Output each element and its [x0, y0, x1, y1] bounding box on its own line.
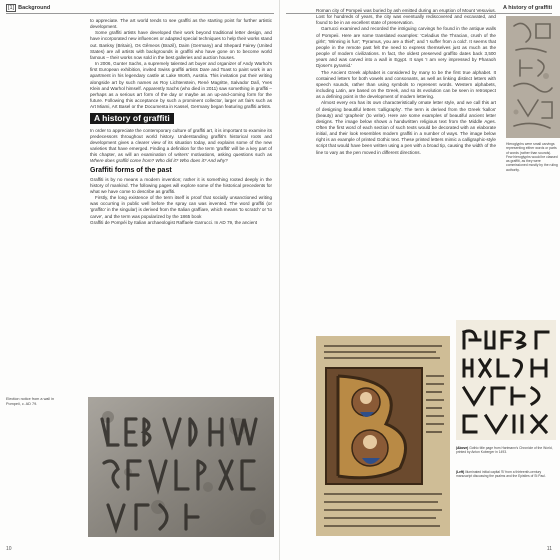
left-main-column — [90, 18, 272, 226]
paragraph: Garrucci examined and recorded the intriguing carvings he found in the antique walls of Pompeii. Here are some translated examples: 'Celadius the Thracian, crush of the girls'; 'Winning is fun'; 'Pyramus, you are a thief'; and 'I suffer from a cold'. It seems that people in the remote past felt the need to express themselves just as much as the people of modern civilizations. In fact, the oldest preserved graffito dates back 3,500 years and was carved into a wall in Egypt. It says 'I am very impressed by Pharaoh Djoser's pyramid.' — [316, 26, 496, 69]
hieroglyph-caption: Hieroglyphs were small carvings representing either words or parts of words (rather than sounds). Few hieroglyphs would be classed as graffiti, as they were commissioned mostly by the ruling authority. — [506, 142, 558, 172]
photo-caption: Election notice from a wall in Pompeii, c. AD 79. — [6, 397, 55, 406]
paragraph: Roman city of Pompeii was buried by ash emitted during an eruption of Mount Vesuvius. Lost for hundreds of years, the city was eventually rediscovered and excavated, and found to be in an excellent state of preservation. — [316, 8, 496, 26]
sub-heading: Graffiti forms of the past — [90, 167, 172, 175]
section-heading: A history of graffiti — [90, 113, 174, 123]
hieroglyph-relief-photo — [506, 16, 560, 138]
right-page — [280, 0, 560, 560]
paragraph: Graffiti de Pompéi by Italian archaeologist Raffaele Garrucci. In AD 79, the ancient — [90, 219, 258, 225]
chapter-title: Background — [18, 5, 51, 11]
gothic-print-photo — [456, 320, 556, 440]
paragraph: In 2006, Gunter Sachs, a supremely talented art buyer and organizer of Andy Warhol's first European exhibition, invited Swiss graffiti artists Dare and Toast to paint work in an apartment in his legendary castle at Lake Worth, Austria. This invitation put their writing alongside art by such names as Roy Lichtenstein, René Magritte, Salvador Dalí, Yves Klein and Warhol himself. Apparently Sachs (who died in 2011) saw something in graffiti – perhaps as a serious art form of the day or maybe as an up-and-coming form for the future. Following this acceptance by such a prominent collector, larger art fairs such as Art Miami, Art Basel or the Documenta in Kassel, Germany began featuring graffiti artists. — [90, 61, 272, 110]
initial-caption: (Left) Illuminated initial capital 'B' from a thirteenth-century manuscript discussing the psalms and the Epistles of St Paul. — [456, 470, 546, 479]
initial-caption-label: (Left) — [456, 470, 465, 474]
paragraph: to appreciate. The art world tends to see graffiti as the starting point for further artistic development. — [90, 18, 272, 30]
paragraph: The Ancient Greek alphabet is considered by many to be the first true alphabet. It contained letters for both vowels and consonants, as well as linking distinct letters with speech sounds, rather than using symbols to represent words. Western alphabets, including Latin, are based on the Greek, and so its evolution can be seen in retrospect as a defining point in the development of modern lettering. — [316, 69, 496, 100]
chapter-number: [1] — [8, 5, 15, 11]
paragraph: In order to appreciate the contemporary culture of graffiti art, it is important to examine its predecessors throughout world history. Understanding graffiti's historical roots and development gives a clearer view of its situation today, and explains some of the new varieties that have emerged. Finding a definition for the term 'graffiti' will be a key part of this chapter, as will an examination of writers' motivations, asking questions such as Where does graffiti come from? Who did it? Who does it? And why? — [90, 127, 272, 164]
illuminated-initial-photo — [316, 336, 450, 536]
gothic-caption-label: (Above) — [456, 446, 469, 450]
pompeii-inscription-photo — [88, 397, 274, 537]
header-rule — [6, 13, 274, 14]
paragraph: Some graffiti artists have developed their work beyond traditional letter design, and have incorporated new influences or adapted special techniques to help their works stand out. Banksy (Britain), Os Gêmeos (Brazil), Daim (Germany) and Shepard Fairey (United States) are all artists with backgrounds in graffiti who have gone on to become world famous – their works now sold in the best galleries and auction houses. — [90, 30, 272, 60]
paragraph: Firstly, the long existence of the term itself is proof that socially unsanctioned writing was occurring in public well before the spray can was invented. The word graffiti (or 'graffito' in the singular) is derived from the Italian graffiare, which means 'to scratch' or 'to carve', and the term was popularized by the 1865 book — [90, 195, 272, 219]
right-main-column — [316, 8, 496, 156]
paragraph: Graffiti is by no means a modern invention; rather it is something rooted deeply in the history of mankind. The following pages will explore some of the historical precedents for what we have come to describe as graffiti. — [90, 176, 272, 194]
running-head-left — [6, 5, 50, 11]
page-number-left: 10 — [6, 546, 12, 552]
running-head-right: A history of graffiti — [503, 5, 552, 11]
page-number-right: 11 — [546, 546, 552, 552]
gothic-caption: (Above) Gothic title page from Hartmann's Chronicle of the World, printed by Anton Koberger in 1493. — [456, 446, 553, 455]
paragraph: Almost every era has its own characteristically ornate letter style, and we call this art of designing beautiful letters 'calligraphy'. The term is derived from the Greek 'kallos' (beauty) and 'graphein' (to write). Here are some examples of beautiful ancient letter designs. The image below shows a handwritten religious text from the Middle Ages. Often the first word of each section of such texts would be decorated with an elaborate initial, and their look resembles modern graffiti in a number of ways. The image below right is an example of printed Gothic text. These printed letters mimic a calligraphic-style script that would have been written using a pen with a broad tip, causing the width of the line to vary as the pen moved in different directions. — [316, 100, 496, 155]
